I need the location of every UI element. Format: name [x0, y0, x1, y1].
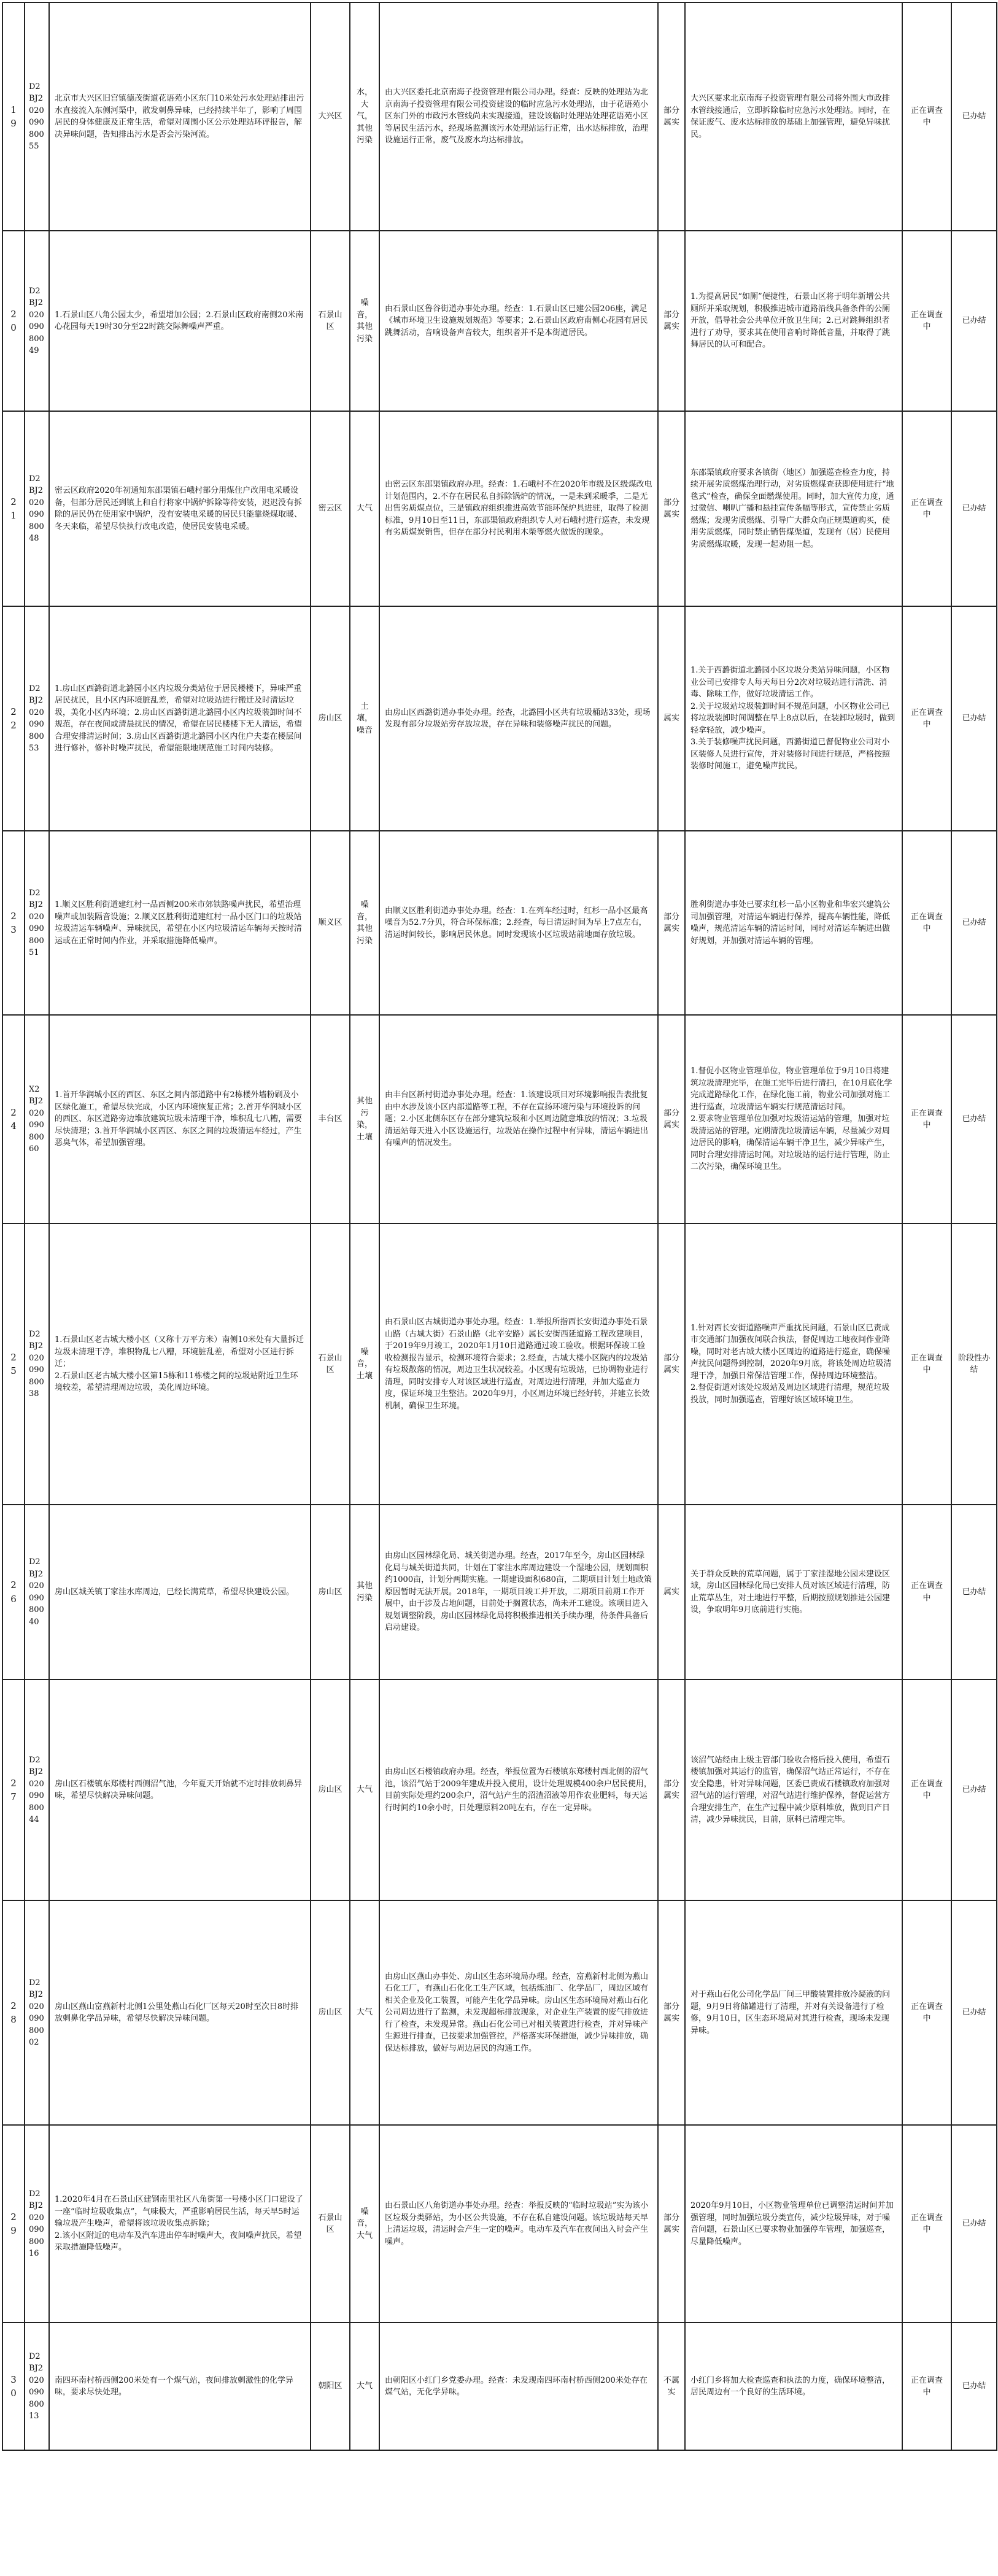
row-verdict: 部分属实 [658, 1015, 685, 1224]
row-complaint: 房山区石楼镇东郑楼村西侧沼气池，今年夏天开始就不定时排放刺鼻异味，希望尽快解决异味问题。 [49, 1679, 311, 1900]
row-seq: 28 [2, 1900, 25, 2125]
row-result: 已办结 [951, 1900, 997, 2125]
row-measure: 东邵渠镇政府要求各镇街（地区）加强巡查检查力度，持续开展劣质燃煤治理行动，对劣质燃煤查获即使用进行“地毯式”检查，确保全面燃煤使用。同时，加大宣传力度，通过微信、喇叭广播和悬挂宣传条幅等形式，宣传禁止劣质燃煤；发现劣质燃煤、引导广大群众向正规渠道购买，使用劣质燃煤，同时禁止销售煤渠道，发现有（居）民使用劣质燃煤取暖，发现一起劝阻一起。 [685, 411, 902, 606]
row-district: 顺义区 [311, 831, 350, 1015]
table-row [2, 1015, 997, 1224]
row-result: 已办结 [951, 2, 997, 231]
row-code: D2BJ202009080040 [25, 1505, 49, 1679]
row-seq: 19 [2, 2, 25, 231]
row-finding: 由朝阳区小红门乡党委办理。经查：未发现南四环南村桥西侧200米处存在煤气站，无化学异味。 [379, 2323, 658, 2450]
row-district: 房山区 [311, 1505, 350, 1679]
row-finding: 由房山区燕山办事处、房山区生态环境局办理。经查，富燕新村北侧为燕山石化工厂，有燕山石化化工生产区域，包括炼油厂、化学品厂，周边区域有相关企业及化工装置，可能产生化学品异味。房山区生态环境局对燕山石化公司周边进行了监测，未发现超标排放现象，对企业生产装置的废气排放进行了检查，未发现异常。燕山石化公司已对相关装置进行检查，并对异味产生源进行排查，已按要求加强管控，严格落实环保措施，减少异味排放，确保达标排放，做好与周边居民的沟通工作。 [379, 1900, 658, 2125]
row-status: 正在调查中 [902, 1224, 951, 1505]
row-complaint: 1.顺义区胜利街道建红村一品西侧200米市郊铁路噪声扰民，希望治理噪声或加装隔音设施；2.顺义区胜利街道建红村一品小区门口的垃圾站垃圾清运车辆噪声、异味扰民，希望在小区内垃圾清运车辆每天按时清运或在正常时间内作业，并采取措施降低噪声。 [49, 831, 311, 1015]
row-code: D2BJ202009080051 [25, 831, 49, 1015]
table-row [2, 2125, 997, 2323]
row-district: 石景山区 [311, 2125, 350, 2323]
table-row [2, 2, 997, 231]
row-measure: 1.督促小区物业管理单位，物业管理单位于9月10日将建筑垃圾清理完毕，在施工完毕后进行清扫，在10月底化学完成道路绿化工作，在绿化施工前，物业公司加强对施工进行巡查，垃圾清运车辆实行规范清运时间。 2.要求物业管理单位加强对垃圾清运站的管理，加强对垃圾清运站的管理。定期清洗垃圾清运车辆，尽量减少对周边居民的影响，确保清运车辆干净卫生，减少异味产生，同时合理安排清运时间。对垃圾站的运行进行管理，防止二次污染，确保环境卫生。 [685, 1015, 902, 1224]
row-seq: 29 [2, 2125, 25, 2323]
row-verdict: 属实 [658, 1505, 685, 1679]
row-seq: 22 [2, 606, 25, 831]
row-pollution-type: 水，大气，其他污染 [350, 2, 379, 231]
row-result: 已办结 [951, 1015, 997, 1224]
row-seq: 27 [2, 1679, 25, 1900]
row-status: 正在调查中 [902, 831, 951, 1015]
row-code: D2BJ202009080048 [25, 411, 49, 606]
row-status: 正在调查中 [902, 1015, 951, 1224]
row-seq: 21 [2, 411, 25, 606]
row-status: 正在调查中 [902, 231, 951, 411]
row-pollution-type: 大气 [350, 411, 379, 606]
row-code: D2BJ202009080055 [25, 2, 49, 231]
row-code: D2BJ202009080013 [25, 2323, 49, 2450]
row-code: D2BJ202009080053 [25, 606, 49, 831]
row-complaint: 1.2020年4月在石景山区建钢南里社区八角街第一号楼小区门口建设了一座“临时垃圾收集点”，气味极大，严重影响居民生活，每天早5时运输垃圾产生噪声，希望将该垃圾收集点拆除； 2.该小区附近的电动车及汽车进出停车时噪声大，夜间噪声扰民，希望采取措施降低噪声。 [49, 2125, 311, 2323]
row-result: 已办结 [951, 1679, 997, 1900]
table-row [2, 411, 997, 606]
row-result: 已办结 [951, 831, 997, 1015]
row-complaint: 1.首开华润城小区的西区、东区之间内部道路中有2栋楼外墙粉刷及小区绿化施工，希望尽快完成，小区内环境恢复正常；2.首开华润城小区的西区、东区道路旁边堆放建筑垃圾未清理干净，堆积乱七八糟，需要尽快清理；3.首开华润城小区西区、东区之间的垃圾清运车经过，产生恶臭气体，希望加强管理。 [49, 1015, 311, 1224]
row-verdict: 部分属实 [658, 831, 685, 1015]
row-seq: 24 [2, 1015, 25, 1224]
row-result: 已办结 [951, 411, 997, 606]
row-district: 房山区 [311, 606, 350, 831]
row-code: D2BJ202009080049 [25, 231, 49, 411]
row-complaint: 房山区城关镇丁家洼水库周边，已经长满荒草，希望尽快建设公园。 [49, 1505, 311, 1679]
row-seq: 23 [2, 831, 25, 1015]
row-code: D2BJ202009080044 [25, 1679, 49, 1900]
row-pollution-type: 噪音，大气 [350, 2125, 379, 2323]
row-pollution-type: 噪音，土壤 [350, 1224, 379, 1505]
row-verdict: 部分属实 [658, 2125, 685, 2323]
row-finding: 由大兴区委托北京南海子投资管理有限公司办理。经查：反映的处理站为北京南海子投资管理有限公司投资建设的临时应急污水处理站，由于花语苑小区东门外的市政污水管线尚未实现接通，建设该临时处理站处理花语苑小区等居民生活污水，经现场监测该污水处理站运行正常，出水达标排放，治理设施运行正常，废气及废水均达标排放。 [379, 2, 658, 231]
row-pollution-type: 噪音，其他污染 [350, 231, 379, 411]
row-status: 正在调查中 [902, 2, 951, 231]
row-result: 已办结 [951, 2125, 997, 2323]
table-row [2, 1505, 997, 1679]
row-result: 已办结 [951, 606, 997, 831]
row-finding: 由丰台区新村街道办事处办理。经查：1.该建设项目对环境影响报告表批复由中水涉及该小区内部道路等工程，不存在宣扬环境污染与环境投诉的问题；2.小区北侧东区存在部分建筑垃圾和小区周边随意堆放的情况；3.垃圾清运站每天进入小区设施运行，垃圾站在操作过程中有异味，清运车辆进出有噪声的情况发生。 [379, 1015, 658, 1224]
row-complaint: 1.房山区西潞街道北潞园小区内垃圾分类站位于居民楼楼下，异味严重居民扰民，且小区内环境脏乱差，希望对垃圾站进行搬迁及时清运垃圾，美化小区内环境；2.房山区西潞街道北潞园小区内垃圾装卸时间不规范，存在夜间或清晨扰民的情况，希望在居民楼楼下无人清运，希望合理安排清运时间；3.房山区西潞街道北潞园小区内住户夫妻在楼层间进行修补，修补时噪声扰民，希望能限地规范施工时间内装修。 [49, 606, 311, 831]
row-status: 正在调查中 [902, 2125, 951, 2323]
row-seq: 20 [2, 231, 25, 411]
row-finding: 由密云区东邵渠镇政府办理。经查：1.石峨村不在2020年市级及区级煤改电计划范围内，2.不存在居民私自拆除锅炉的情况，一是未到采暖季，二是无出售劣质煤点位，三是镇政府组织推进高效节能环保炉具进驻，取得了检测标准，9月10日至11日，东邵渠镇政府组织专人对石峨村进行巡查，未发现有劣质煤炭销售，但存在部分村民利用木柴等燃火做饭的现象。 [379, 411, 658, 606]
row-measure: 小红门乡将加大检查巡查和执法的力度，确保环境整洁，居民周边有一个良好的生活环境。 [685, 2323, 902, 2450]
row-pollution-type: 大气 [350, 2323, 379, 2450]
row-seq: 26 [2, 1505, 25, 1679]
row-finding: 由石景山区八角街道办事处办理。经查：举报反映的“临时垃圾站”实为该小区垃圾分类驿站，为小区公共设施，不存在私自建设问题。该垃圾站每天早上清运垃圾，清运时会产生一定的噪声。电动车及汽车在夜间出入时会产生噪声。 [379, 2125, 658, 2323]
row-measure: 1.针对西长安街道路噪声严重扰民问题，石景山区已责成市交通部门加强夜间联合执法，督促周边工地夜间作业降噪，同时对老古城大楼小区周边的道路进行巡查，确保噪声扰民问题得到控制，2020年9月底，将该处周边垃圾清理干净，加强日常保洁管理工作，保持周边环境整洁。 2.督促街道对该处垃圾站及周边区域进行清理，规范垃圾投放，同时加强巡查，管理好该区域环境卫生。 [685, 1224, 902, 1505]
table-row [2, 1679, 997, 1900]
row-verdict: 部分属实 [658, 1679, 685, 1900]
row-verdict: 部分属实 [658, 2, 685, 231]
row-complaint: 北京市大兴区旧宫镇德茂街道花语苑小区东门10米处污水处理站排出污水直接流入东侧河渠中，散发刺鼻异味，已经持续半年了，影响了周围居民的身体健康及正常生活，希望对周围小区公示处理站环评报告，解决异味问题，告知排出污水是否会污染河流。 [49, 2, 311, 231]
row-complaint: 南四环南村桥西侧200米处有一个煤气站，夜间排放刺激性的化学异味，要求尽快处理。 [49, 2323, 311, 2450]
row-finding: 由房山区西潞街道办事处办理。经查，北潞园小区共有垃圾桶站33处，现场发现有部分垃圾站旁存放垃圾，存在异味和装修噪声扰民的问题。 [379, 606, 658, 831]
row-measure: 对于燕山石化公司化学品厂间三甲酸装置排放冷凝液的问题，9月9日将储罐进行了清理，并对有关设备进行了检修，9月10日，区生态环境局对其进行检查，现场未发现异味。 [685, 1900, 902, 2125]
row-code: D2BJ202009080038 [25, 1224, 49, 1505]
row-status: 正在调查中 [902, 2323, 951, 2450]
row-seq: 30 [2, 2323, 25, 2450]
row-status: 正在调查中 [902, 1900, 951, 2125]
row-measure: 1.关于西潞街道北潞园小区垃圾分类站异味问题，小区物业公司已安排专人每天每日分2次对垃圾站进行清洗、消毒、除味工作，做好垃圾清运工作。 2.关于垃圾站垃圾装卸时间不规范问题，小区物业公司已将垃圾装卸时间调整在早上8点以后，在装卸垃圾时，做到轻拿轻放，减少噪声。 3.关于装修噪声扰民问题，西潞街道已督促物业公司对小区装修人员进行宣传，并对装修时间进行规范，严格按照装修时间施工，避免噪声扰民。 [685, 606, 902, 831]
row-measure: 该沼气站经由上级主管部门验收合格后投入使用，希望石楼镇加强对其运行的监管，确保沼气站正常运行，不存在安全隐患，针对异味问题，区委已责成石楼镇政府加强对沼气站的运行管理，对沼气站进行维护保养，督促运营方合理安排生产，在生产过程中减少原料堆放，做到日产日清，减少异味扰民，目前，原料已清理完毕。 [685, 1679, 902, 1900]
table-row [2, 231, 997, 411]
row-code: D2BJ202009080002 [25, 1900, 49, 2125]
row-result: 已办结 [951, 1505, 997, 1679]
table-row [2, 1224, 997, 1505]
row-measure: 大兴区要求北京南海子投资管理有限公司将外围大市政排水管线接通后，立即拆除临时应急污水处理站。同时，在保证废气、废水达标排放的基础上加强管理，避免异味扰民。 [685, 2, 902, 231]
row-result: 阶段性办结 [951, 1224, 997, 1505]
row-code: D2BJ202009080016 [25, 2125, 49, 2323]
table-row [2, 1900, 997, 2125]
row-measure: 关于群众反映的荒草问题，属于丁家洼湿地公园未建设区域，房山区园林绿化局已安排人员对该区域进行清理，防止荒草丛生，对土地进行平整，后期按照规划推进公园建设，争取明年9月底前进行实施。 [685, 1505, 902, 1679]
row-result: 已办结 [951, 2323, 997, 2450]
row-status: 正在调查中 [902, 1505, 951, 1679]
row-pollution-type: 其他污染，土壤 [350, 1015, 379, 1224]
row-pollution-type: 土壤，噪音 [350, 606, 379, 831]
row-status: 正在调查中 [902, 1679, 951, 1900]
row-finding: 由房山区园林绿化局、城关街道办理。经查，2017年至今，房山区园林绿化局与城关街道共同，计划在丁家洼水库周边建设一个湿地公园，规划面积约1000亩，计划分两期实施。一期建设面积680亩，二期项目计划土地政策原因暂时无法开展。2018年，一期项目竣工并开放，二期项目前期工作开展中，由于涉及占地问题，目前处于搁置状态，尚未开工建设。该项目进入规划调整阶段，房山区园林绿化局将积极推进相关手续办理，待条件具备后启动建设。 [379, 1505, 658, 1679]
row-code: X2BJ202009080060 [25, 1015, 49, 1224]
table-row [2, 606, 997, 831]
row-result: 已办结 [951, 231, 997, 411]
row-measure: 1.为提高居民“如厕”便捷性，石景山区将于明年新增公共厕所并采取规划，积极推进城市道路沿线具备条件的公厕开放，倡导社会公共单位开放卫生间；2.已对跳舞组织者进行了劝导，要求其在使用音响时降低音量，并取得了跳舞居民的认可和配合。 [685, 231, 902, 411]
row-district: 大兴区 [311, 2, 350, 231]
row-verdict: 不属实 [658, 2323, 685, 2450]
row-measure: 胜利街道办事处已要求红杉一品小区物业和华宏兴建筑公司加强管理，对清运车辆进行保养，提高车辆性能，降低噪声，规范清运车辆的清运时间，同时对清运车辆进出做好规划，并加强对清运车辆的管理。 [685, 831, 902, 1015]
row-status: 正在调查中 [902, 411, 951, 606]
row-status: 正在调查中 [902, 606, 951, 831]
row-pollution-type: 大气 [350, 1900, 379, 2125]
row-pollution-type: 大气 [350, 1679, 379, 1900]
row-district: 朝阳区 [311, 2323, 350, 2450]
row-finding: 由顺义区胜利街道办事处办理。经查：1.在列车经过时，红杉一品小区最高噪音为52.7分贝，符合环保标准；2.经查，每日清运时间为早上7点左右，清运时间较长，影响居民休息。同时发现该小区垃圾站前地面存放垃圾。 [379, 831, 658, 1015]
row-finding: 由石景山区古城街道办事处办理。经查：1.举报所指西长安街道办事处石景山路（古城大街）石景山路（北辛安路）属长安街西延道路工程改建项目，于2019年9月竣工，2020年1月10日道路通过竣工验收。根据环保竣工验收检测报告显示，检测环境符合要求；2.经查，古城大楼小区院内的垃圾站有垃圾散落的情况，周边卫生状况较差。小区现有垃圾站，已协调物业进行清理，同时安排专人对该区域进行巡查，对周边进行清理，并加大巡查力度，保证环境卫生整洁。2020年9月，小区周边环境已经好转，并建立长效机制，确保卫生环境。 [379, 1224, 658, 1505]
row-complaint: 房山区燕山富燕新村北侧1公里处燕山石化厂区每天20时至次日8时排放刺鼻化学品异味，希望尽快解决异味问题。 [49, 1900, 311, 2125]
table-row [2, 831, 997, 1015]
row-district: 密云区 [311, 411, 350, 606]
row-complaint: 1.石景山区老古城大楼小区（又称十万平方米）南侧10米处有大量拆迁垃圾未清理干净，堆积物乱七八糟，环境脏乱差，希望对小区进行拆迁； 2.石景山区老古城大楼小区第15栋和11栋楼之间的垃圾站附近卫生环境较差，希望清理周边垃圾，美化周边环境。 [49, 1224, 311, 1505]
row-verdict: 部分属实 [658, 411, 685, 606]
row-verdict: 部分属实 [658, 1900, 685, 2125]
row-finding: 由房山区石楼镇政府办理。经查，举报位置为石楼镇东郑楼村西北侧的沼气池，该沼气站于2009年建成并投入使用，设计处理规模400余户居民使用，目前实际处理约200余户，沼气站产生的沼渣沼液等用作农业肥料，每天运行时间约10余小时，日处理原料20吨左右，存在一定异味。 [379, 1679, 658, 1900]
row-seq: 25 [2, 1224, 25, 1505]
row-complaint: 1.石景山区八角公园太少，希望增加公园；2.石景山区政府南侧20米南心花园每天19时30分至22时跳交际舞噪声严重。 [49, 231, 311, 411]
row-finding: 由石景山区鲁谷街道办事处办理。经查：1.石景山区已建公园206座，满足《城市环境卫生设施规划规范》等要求；2.石景山区政府南侧心花园有居民跳舞活动，音响设备声音较大，组织者并不是本街道居民。 [379, 231, 658, 411]
table-row [2, 2323, 997, 2450]
row-measure: 2020年9月10日，小区物业管理单位已调整清运时间并加强管理，同时加强垃圾分类宣传，减少垃圾异味，对于噪音问题，石景山区已要求物业加强停车管理，加强巡查，尽量降低噪声。 [685, 2125, 902, 2323]
row-district: 石景山区 [311, 1224, 350, 1505]
row-verdict: 部分属实 [658, 1224, 685, 1505]
row-complaint: 密云区政府2020年初通知东邵渠镇石峨村部分用煤住户改用电采暖设备，但部分居民还到镇上和自行将家中锅炉拆除等待安装，迟迟没有拆除的居民仍在使用家中锅炉，没有安装电采暖的居民只能靠烧煤取暖、冬天来临，希望尽快执行改电改造，使居民安装电采暖。 [49, 411, 311, 606]
row-district: 房山区 [311, 1679, 350, 1900]
row-verdict: 属实 [658, 606, 685, 831]
row-pollution-type: 其他污染 [350, 1505, 379, 1679]
row-district: 石景山区 [311, 231, 350, 411]
row-pollution-type: 噪音，其他污染 [350, 831, 379, 1015]
complaint-table [2, 2, 997, 2451]
row-verdict: 部分属实 [658, 231, 685, 411]
row-district: 丰台区 [311, 1015, 350, 1224]
row-district: 房山区 [311, 1900, 350, 2125]
